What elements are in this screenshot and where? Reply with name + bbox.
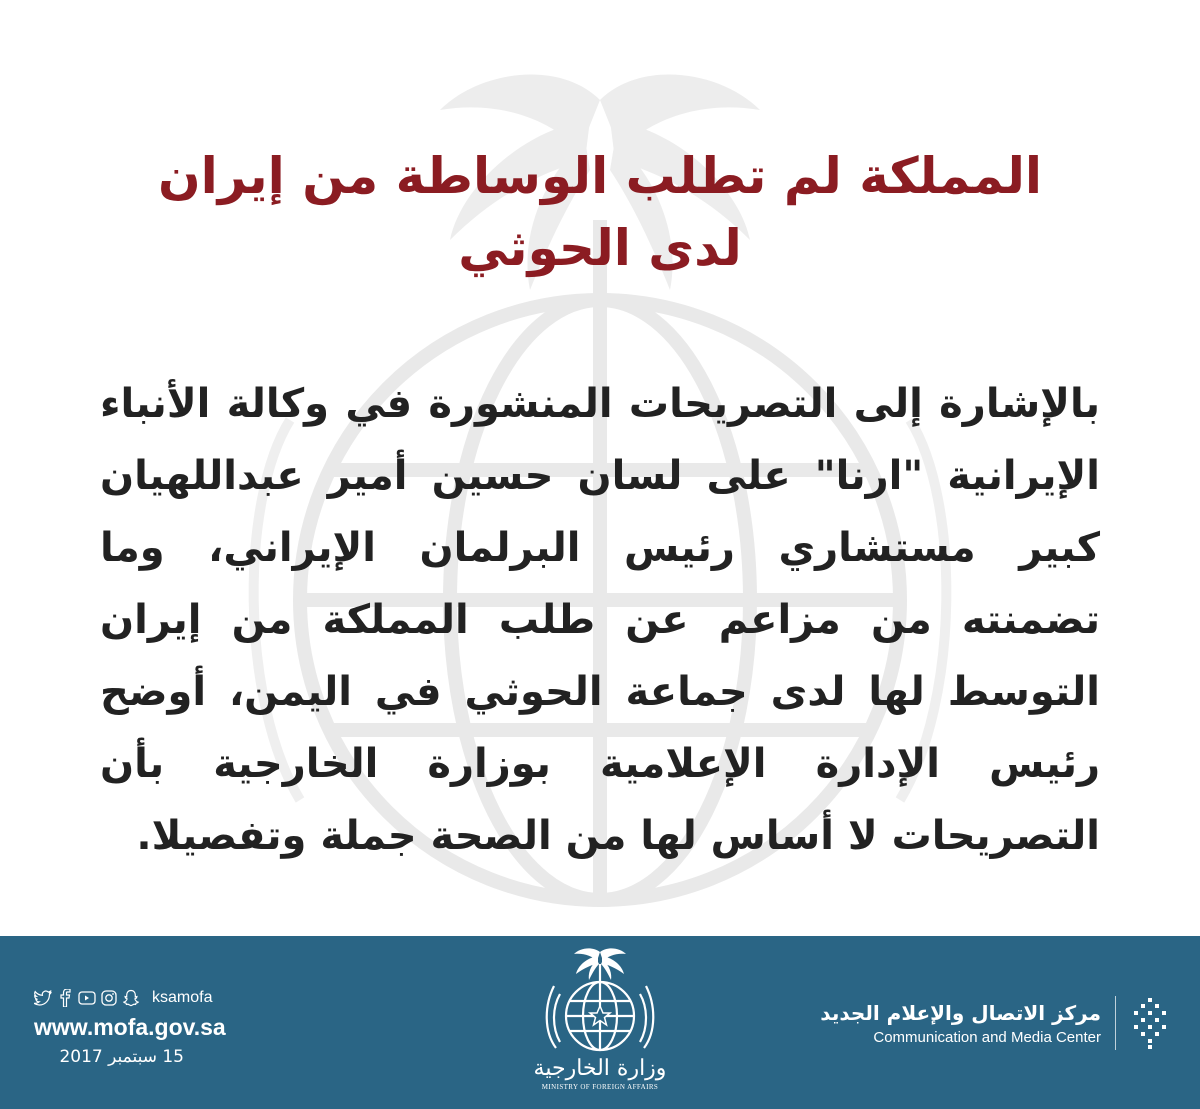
ministry-logo (530, 946, 670, 1106)
social-handle: ksamofa (152, 989, 213, 1006)
twitter-icon[interactable] (34, 989, 52, 1007)
facebook-icon[interactable] (56, 989, 74, 1007)
statement-line: رئيس الإدارة الإعلامية بوزارة الخارجية بأن (100, 741, 1100, 787)
social-links (34, 986, 226, 1010)
media-center (820, 996, 1170, 1050)
media-center-names (820, 1001, 1101, 1046)
ministry-emblem-icon (530, 946, 670, 1058)
statement-line: بالإشارة إلى التصريحات المنشورة في وكالة الأنباء (100, 381, 1100, 427)
footer-contact (34, 986, 226, 1067)
page-title (100, 140, 1100, 284)
publish-date: 15 سبتمبر 2017 (59, 1047, 184, 1067)
footer (0, 936, 1200, 1109)
statement-line: تضمنته من مزاعم عن طلب المملكة من إيران (100, 597, 1100, 643)
website-link[interactable]: www.mofa.gov.sa (34, 1014, 226, 1040)
statement-body (100, 368, 1100, 872)
youtube-icon[interactable] (78, 989, 96, 1007)
media-center-name-en: Communication and Media Center (873, 1028, 1101, 1046)
instagram-icon[interactable] (100, 989, 118, 1007)
statement-line: كبير مستشاري رئيس البرلمان الإيراني، وما (100, 525, 1100, 571)
title-line-2: لدى الحوثي (458, 219, 742, 277)
snapchat-icon[interactable] (122, 989, 140, 1007)
ministry-name-en: MINISTRY OF FOREIGN AFFAIRS (541, 1083, 659, 1091)
footer-divider (1115, 996, 1116, 1050)
media-center-name-ar: مركز الاتصال والإعلام الجديد (820, 1000, 1101, 1025)
title-line-1: المملكة لم تطلب الوساطة من إيران (157, 147, 1042, 205)
media-center-logo-icon (1130, 996, 1170, 1050)
statement-line: التصريحات لا أساس لها من الصحة جملة وتفصيلا. (136, 813, 1100, 859)
statement-line: الإيرانية "ارنا" على لسان حسين أمير عبداللهيان (100, 453, 1100, 499)
ministry-name-ar: وزارة الخارجية (533, 1056, 667, 1081)
statement-line: التوسط لها لدى جماعة الحوثي في اليمن، أوضح (100, 669, 1100, 715)
